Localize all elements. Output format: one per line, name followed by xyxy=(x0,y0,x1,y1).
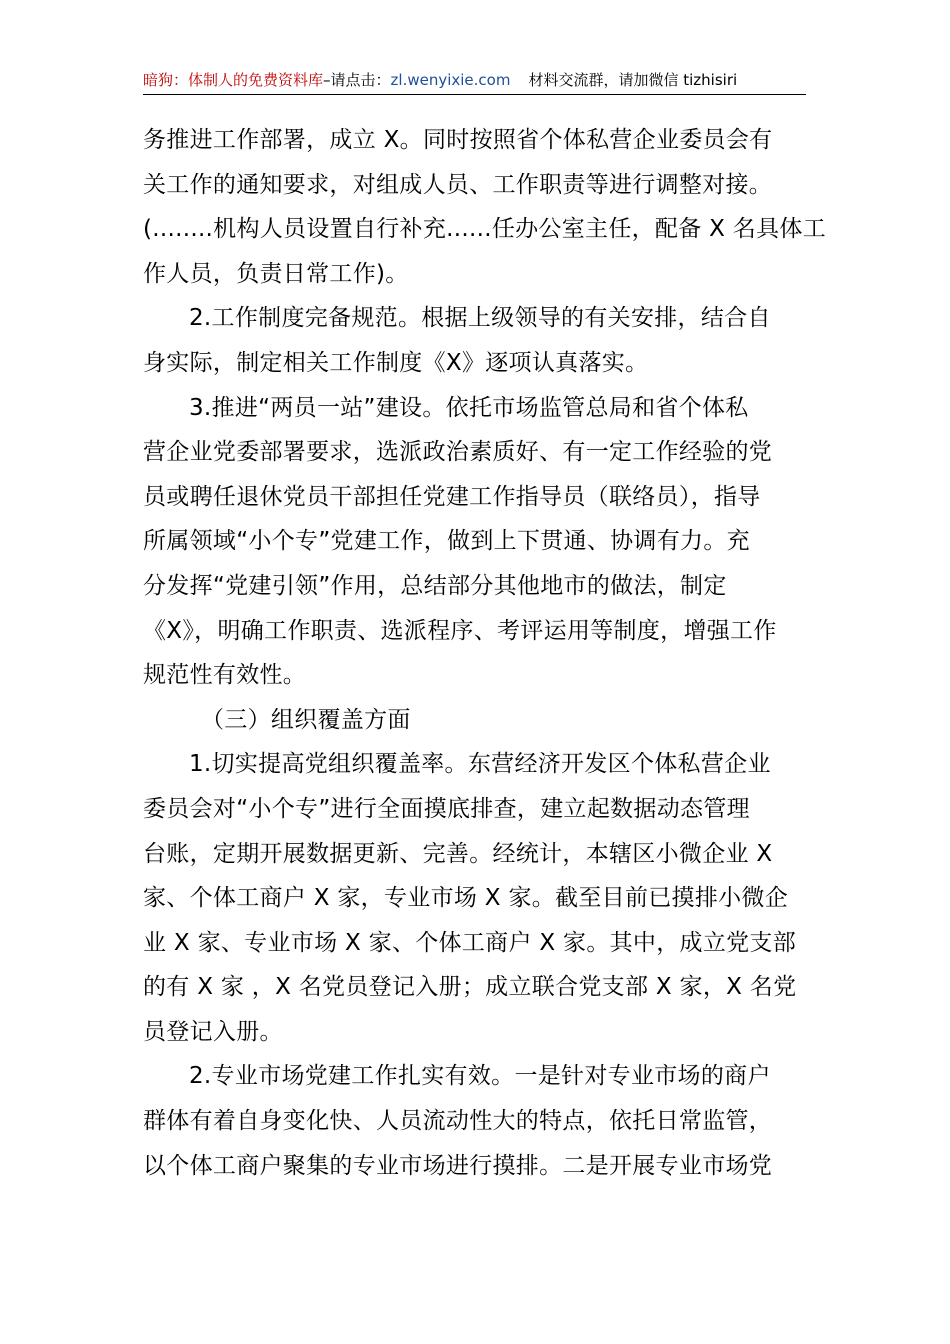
paragraph-start-line: 1.切实提高党组织覆盖率。东营经济开发区个体私营企业 xyxy=(189,751,771,778)
text-line: 营企业党委部署要求，选派政治素质好、有一定工作经验的党 xyxy=(143,439,773,466)
text-line: 《X》，明确工作职责、选派程序、考评运用等制度，增强工作 xyxy=(143,617,777,644)
text-line: 委员会对“小个专”进行全面摸底排查，建立起数据动态管理 xyxy=(143,795,750,822)
paragraph-start-line: 2.工作制度完备规范。根据上级领导的有关安排，结合自 xyxy=(189,305,771,332)
page-header xyxy=(143,68,806,92)
header-url-link[interactable]: zl.wenyixie.com xyxy=(390,71,511,89)
text-line: 务推进工作部署，成立 X。同时按照省个体私营企业委员会有 xyxy=(143,127,773,153)
text-line: 规范性有效性。 xyxy=(143,662,307,689)
text-line: 以个体工商户聚集的专业市场进行摸排。二是开展专业市场党 xyxy=(143,1152,773,1179)
text-line: 的有 X 家 ，X 名党员登记入册；成立联合党支部 X 家，X 名党 xyxy=(143,974,797,1001)
header-site-name: 暗狗：体制人的免费资料库 xyxy=(143,71,324,89)
header-click-prompt: –请点击： xyxy=(323,71,391,89)
header-group-text: 材料交流群，请加微信 tizhisiri xyxy=(528,71,738,89)
text-line: 群体有着自身变化快、人员流动性大的特点，依托日常监管， xyxy=(143,1108,773,1135)
text-line: 家、个体工商户 X 家，专业市场 X 家。截至目前已摸排小微企 xyxy=(143,885,789,912)
text-line: 分发挥“党建引领”作用，总结部分其他地市的做法，制定 xyxy=(143,572,727,599)
section-heading: （三）组织覆盖方面 xyxy=(201,706,411,733)
header-divider xyxy=(143,94,806,95)
text-line: 业 X 家、专业市场 X 家、个体工商户 X 家。其中，成立党支部 xyxy=(143,929,797,956)
text-line: 身实际，制定相关工作制度《X》逐项认真落实。 xyxy=(143,349,649,376)
document-body xyxy=(143,118,827,1188)
paragraph-start-line: 3.推进“两员一站”建设。依托市场监管总局和省个体私 xyxy=(189,394,749,421)
paragraph-start-line: 2.专业市场党建工作扎实有效。一是针对专业市场的商户 xyxy=(189,1063,771,1090)
text-line: 员或聘任退休党员干部担任党建工作指导员（联络员），指导 xyxy=(143,483,761,510)
text-line: 所属领域“小个专”党建工作，做到上下贯通、协调有力。充 xyxy=(143,528,750,555)
text-line: 作人员，负责日常工作)。 xyxy=(143,260,409,287)
text-line: 员登记入册。 xyxy=(143,1018,283,1045)
text-line: (........机构人员设置自行补充......任办公室主任，配备 X 名具体工 xyxy=(143,216,827,243)
text-line: 关工作的通知要求，对组成人员、工作职责等进行调整对接。 xyxy=(143,171,773,198)
text-line: 台账，定期开展数据更新、完善。经统计，本辖区小微企业 X xyxy=(143,840,773,867)
